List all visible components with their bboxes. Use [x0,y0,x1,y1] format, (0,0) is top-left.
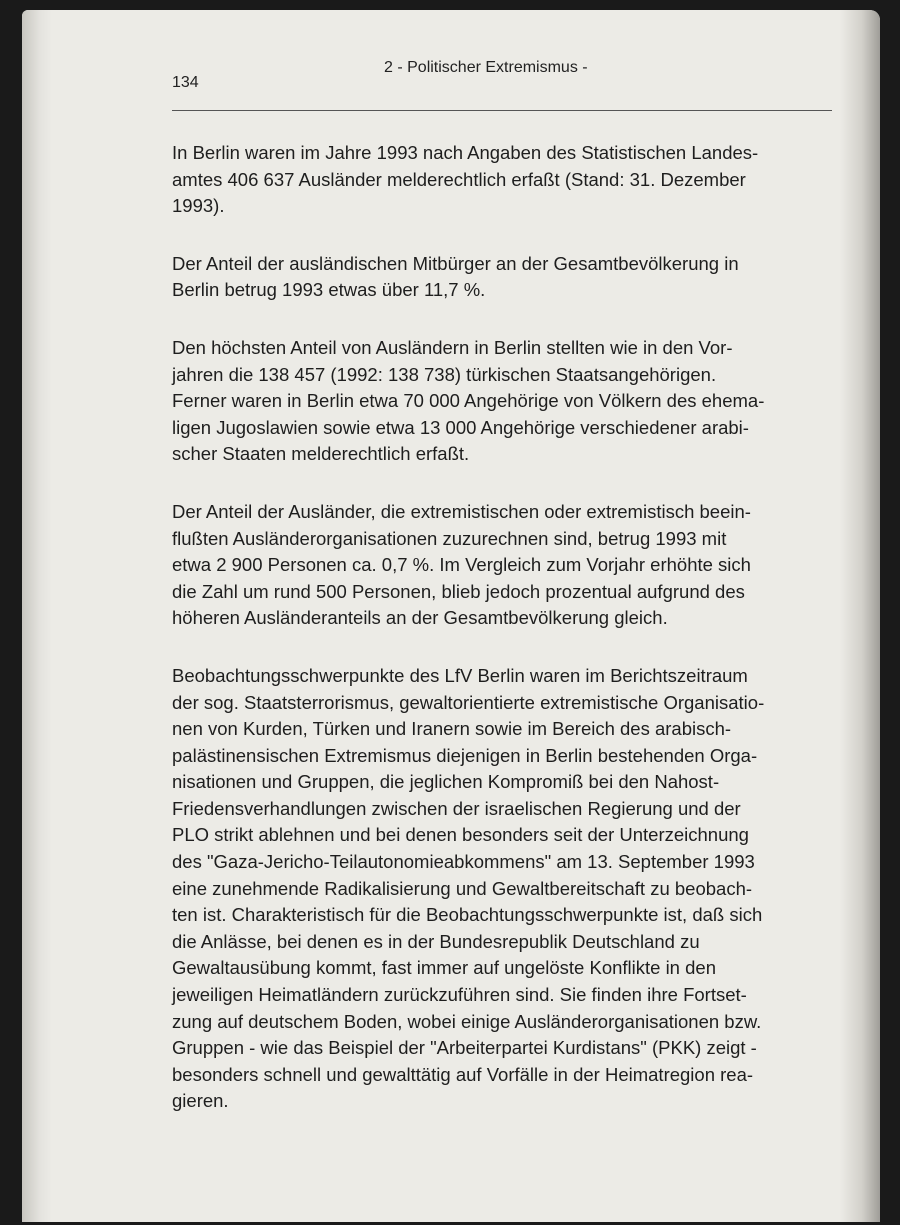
page-number: 134 [172,74,199,91]
page-edge-shadow [840,10,880,1222]
paragraph-population-share: Der Anteil der ausländischen Mitbürger an der Gesamtbevölkerung in Berlin betrug 1993 etwas über 11,7 %. [172,252,739,301]
body-text [172,140,832,1146]
header-rule [172,110,832,111]
paragraph-extremist-share: Der Anteil der Ausländer, die extremistischen oder extremistisch beein- flußten Ausländerorganisationen zuzurechnen sind, betrug 1993 mit etwa 2 900 Personen ca. 0,7 %. Im Vergleich zum Vorjahr erhöhte sich die Zahl um rund 500 Personen, blieb jedoch prozentual aufgrund des höheren Ausländeranteils an der Gesamtbevölkerung gleich. [172,500,751,629]
paragraph-observation-focus: Beobachtungsschwerpunkte des LfV Berlin waren im Berichtszeitraum der sog. Staatsterrorismus, gewaltorientierte extremistische Organisatio- nen von Kurden, Türken und Iranern sowie im Bereich des arabisch- palästinensischen Extremismus diejenigen in Berlin bestehenden Orga- nisationen und Gruppen, die jeglichen Kompromiß bei den Nahost- Friedensverhandlungen zwischen der israelischen Regierung und der PLO strikt ablehnen und bei denen besonders seit der Unterzeichnung des "Gaza-Jericho-Teilautonomieabkommens" am 13. September 1993 eine zunehmende Radikalisierung und Gewaltbereitschaft zu beobach- ten ist. Charakteristisch für die Beobachtungsschwerpunkte ist, daß sich die Anlässe, bei denen es in der Bundesrepublik Deutschland zu Gewaltausübung kommt, fast immer auf ungelöste Konflikte in den jeweiligen Heimatländern zurückzuführen sind. Sie finden ihre Fortset- zung auf deutschem Boden, wobei einige Ausländerorganisationen bzw. Gruppen - wie das Beispiel der "Arbeiterpartei Kurdistans" (PKK) zeigt - besonders schnell und gewalttätig auf Vorfälle in der Heimatregion rea- gieren. [172,664,765,1112]
book-page [22,10,880,1222]
paragraph-foreigner-count: In Berlin waren im Jahre 1993 nach Angaben des Statistischen Landes- amtes 406 637 Ausländer melderechtlich erfaßt (Stand: 31. Dezember 1993). [172,142,759,217]
running-header: 2 - Politischer Extremismus - [384,59,588,76]
paragraph-nationalities: Den höchsten Anteil von Ausländern in Berlin stellten wie in den Vor- jahren die 138 457 (1992: 138 738) türkischen Staatsangehörigen. Ferner waren in Berlin etwa 70 000 Angehörige von Völkern des ehema- ligen Jugoslawien sowie etwa 13 000 Angehörige verschiedener arabi- scher Staaten melderechtlich erfaßt. [172,336,765,465]
page-gutter-shadow [22,10,52,1222]
